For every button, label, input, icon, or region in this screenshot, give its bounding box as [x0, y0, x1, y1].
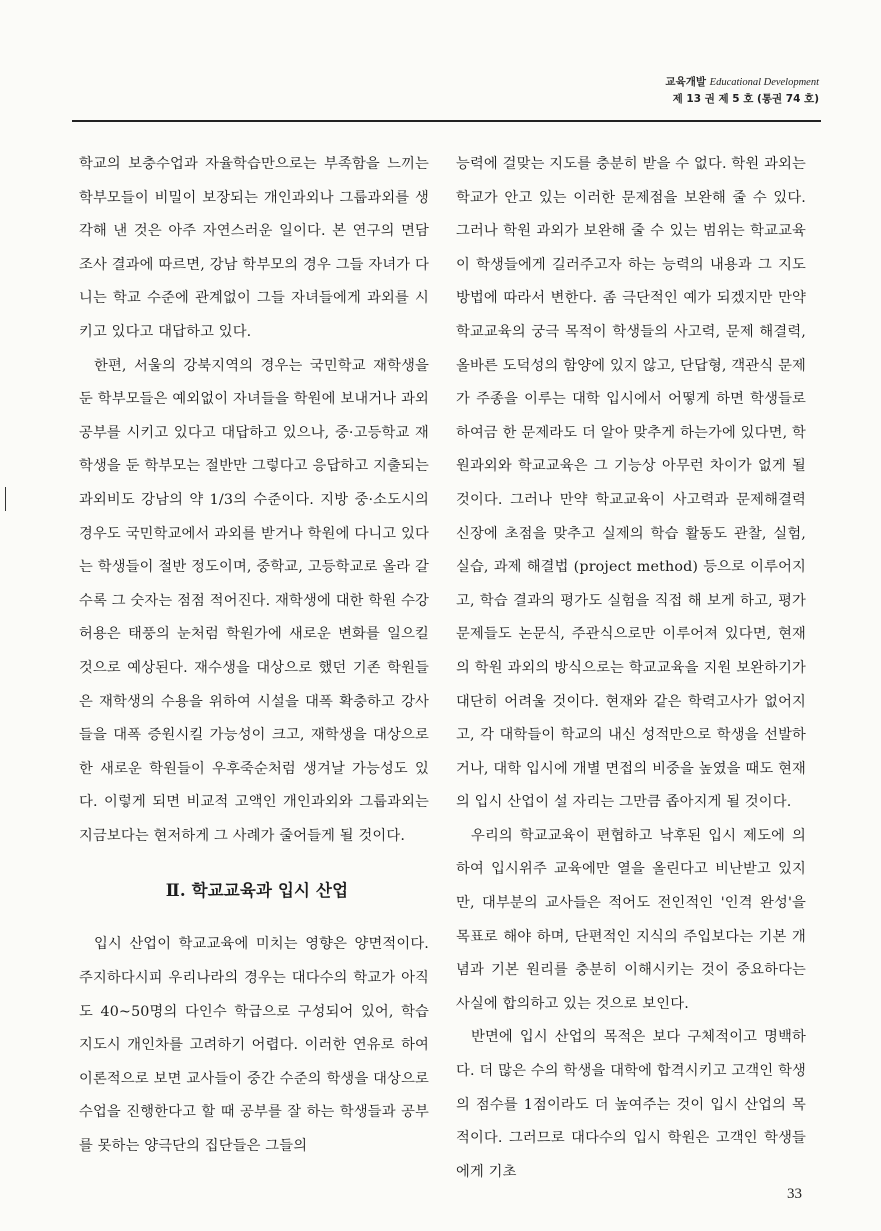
journal-title [665, 74, 819, 91]
paragraph: 능력에 걸맞는 지도를 충분히 받을 수 없다. 학원 과외는 학교가 안고 있는 이러한 문제점을 보완해 줄 수 있다. 그러나 학원 과외가 보완해 줄 수 있는 범위는 학교교육이 학생들에게 길러주고자 하는 능력의 내용과 그 지도 방법에 따라서 변한다. 좀 극단적인 예가 되겠지만 만약 학교교육의 궁극 목적이 학생들의 사고력, 문제 해결력, 올바른 도덕성의 함양에 있지 않고, 단답형, 객관식 문제가 주종을 이루는 대학 입시에서 어떻게 하면 학생들로 하여금 한 문제라도 더 알아 맞추게 하는가에 있다면, 학원과외와 학교교육은 그 기능상 아무런 차이가 없게 될 것이다. 그러나 만약 학교교육이 사고력과 문제해결력 신장에 초점을 맞추고 실제의 학습 활동도 관찰, 실험, 실습, 과제 해결법 (project method) 등으로 이루어지고, 학습 결과의 평가도 실험을 직접 해 보게 하고, 평가 문제들도 논문식, 주관식으로만 이루어져 있다면, 현재의 학원 과외의 방식으로는 학교교육을 지원 보완하기가 대단히 어려울 것이다. 현재와 같은 학력고사가 없어지고, 각 대학들이 학교의 내신 성적만으로 학생을 선발하거나, 대학 입시에 개별 면접의 비중을 높였을 때도 현재의 입시 산업이 설 자리는 그만큼 좁아지게 될 것이다. [456, 156, 806, 811]
left-column [79, 148, 429, 1164]
section-title: Ⅱ. 학교교육과 입시 산업 [165, 881, 349, 901]
right-column [456, 148, 806, 1189]
paragraph: 한편, 서울의 강북지역의 경우는 국민학교 재학생을 둔 학부모들은 예외없이 자녀들을 학원에 보내거나 과외 공부를 시키고 있다고 대답하고 있으나, 중·고등학교 재학생을 둔 학부모는 절반만 그렇다고 응답하고 지출되는 과외비도 강남의 약 1/3의 수준이다. 지방 중·소도시의 경우도 국민학교에서 과외를 받거나 학원에 다니고 있다는 학생들이 절반 정도이며, 중학교, 고등학교로 올라 갈수록 그 숫자는 점점 적어진다. 재학생에 대한 학원 수강 허용은 태풍의 눈처럼 학원가에 새로운 변화를 일으킬 것으로 예상된다. 재수생을 대상으로 했던 기존 학원들은 재학생의 수용을 위하여 시설을 대폭 확충하고 강사들을 대폭 증원시킬 가능성이 크고, 재학생을 대상으로 한 새로운 학원들이 우후죽순처럼 생겨날 가능성도 있다. 이렇게 되면 비교적 고액인 개인과외와 그룹과외는 지금보다는 현저하게 그 사례가 줄어들게 될 것이다. [79, 357, 429, 844]
journal-title-en: Educational Development [709, 77, 819, 88]
paragraph: 입시 산업이 학교교육에 미치는 영향은 양면적이다. 주지하다시피 우리나라의 경우는 대다수의 학교가 아직도 40~50명의 다인수 학급으로 구성되어 있어, 학습 지도시 개인차를 고려하기 어렵다. 이러한 연유로 하여 이론적으로 보면 교사들이 중간 수준의 학생을 대상으로 수업을 진행한다고 할 때 공부를 잘 하는 학생들과 공부를 못하는 양극단의 집단들은 그들의 [79, 936, 429, 1155]
journal-title-ko: 교육개발 [665, 76, 706, 88]
page-number: 33 [787, 1186, 802, 1202]
paragraph: 반면에 입시 산업의 목적은 보다 구체적이고 명백하다. 더 많은 수의 학생을 대학에 합격시키고 고객인 학생의 점수를 1점이라도 더 높여주는 것이 입시 산업의 목적이다. 그러므로 대다수의 입시 학원은 고객인 학생들에게 기초 [456, 1029, 806, 1180]
paragraph: 학교의 보충수업과 자율학습만으로는 부족함을 느끼는 학부모들이 비밀이 보장되는 개인과외나 그룹과외를 생각해 낸 것은 아주 자연스러운 일이다. 본 연구의 면담 조사 결과에 따르면, 강남 학부모의 경우 그들 자녀가 다니는 학교 수준에 관계없이 그들 자녀들에게 과외를 시키고 있다고 대답하고 있다. [79, 156, 429, 340]
margin-mark [5, 487, 6, 511]
paragraph: 우리의 학교교육이 편협하고 낙후된 입시 제도에 의하여 입시위주 교육에만 열을 올린다고 비난받고 있지만, 대부분의 교사들은 적어도 전인적인 '인격 완성'을 목표로 해야 하며, 단편적인 지식의 주입보다는 기본 개념과 기본 원리를 충분히 이해시키는 것이 중요하다는 사실에 합의하고 있는 것으로 보인다. [456, 827, 806, 1012]
issue-info: 제 13 권 제 5 호 (통권 74 호) [672, 93, 819, 105]
running-head [665, 74, 819, 108]
header-rule [72, 120, 821, 122]
